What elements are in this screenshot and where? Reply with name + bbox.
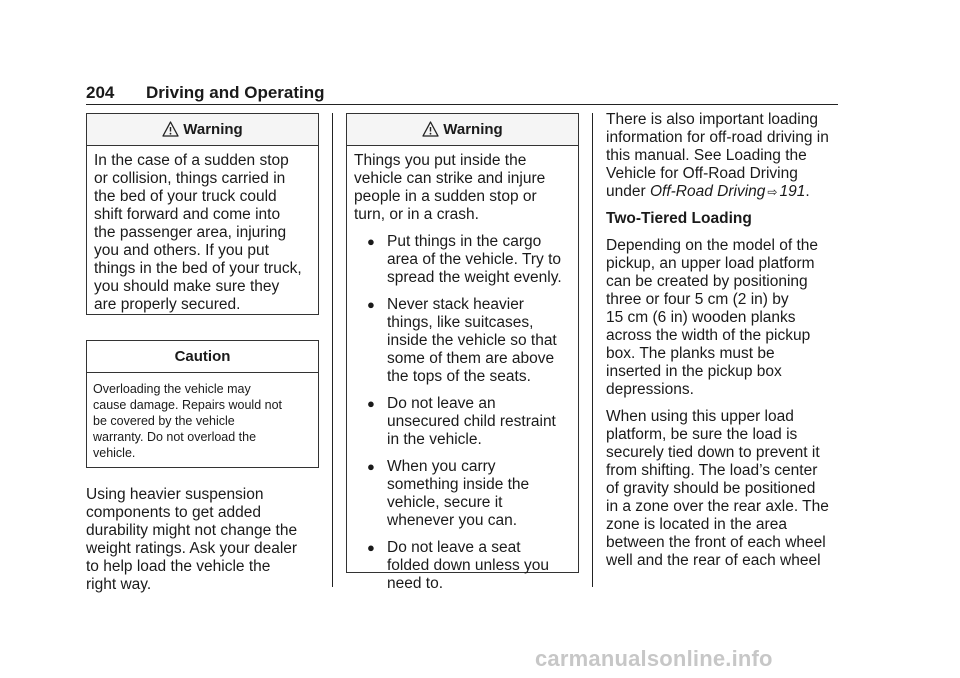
bullet-item <box>354 458 572 530</box>
paragraph-line: in a zone over the rear axle. The <box>606 498 829 515</box>
paragraph-line: zone is located in the area <box>606 516 787 533</box>
warning-line: are properly secured. <box>94 296 241 313</box>
warning-box-cargo-bed <box>86 113 319 315</box>
warning-line: shift forward and come into <box>94 206 281 223</box>
page-header <box>86 82 838 105</box>
warning-line: the bed of your truck could <box>94 188 277 205</box>
warning-box-header <box>347 114 578 146</box>
paragraph-line: box. The planks must be <box>606 345 775 362</box>
bullet-line: Do not leave a seat <box>387 539 521 556</box>
caution-line: Overloading the vehicle may <box>93 382 251 396</box>
reference-prefix: under <box>606 183 650 200</box>
bullet-line: vehicle, secure it <box>387 494 503 511</box>
paragraph-line: Vehicle for Off-Road Driving <box>606 165 798 182</box>
caution-title: Caution <box>174 348 231 365</box>
paragraph-line: pickup, an upper load platform <box>606 255 815 272</box>
warning-line: or collision, things carried in <box>94 170 286 187</box>
paragraph-line: There is also important loading <box>606 111 818 128</box>
paragraph-line: of gravity should be positioned <box>606 480 816 497</box>
paragraph-line: inserted in the pickup box <box>606 363 782 380</box>
offroad-paragraph <box>606 111 842 201</box>
bullet-line: Put things in the cargo <box>387 233 542 250</box>
paragraph-line: information for off-road driving in <box>606 129 829 146</box>
paragraph-line: Depending on the model of the <box>606 237 818 254</box>
paragraph-line: right way. <box>86 576 152 593</box>
bullet-line: Never stack heavier <box>387 296 524 313</box>
watermark: carmanualsonline.info <box>535 646 773 671</box>
reference-suffix: . <box>805 183 810 200</box>
bullet-line: in the vehicle. <box>387 431 482 448</box>
bullet-line: whenever you can. <box>387 512 518 529</box>
column-three-text <box>606 111 842 579</box>
warning-bullet-list <box>354 233 572 593</box>
page-reference-arrow-icon: ⇨ <box>767 185 778 199</box>
subheading-two-tiered-loading: Two-Tiered Loading <box>606 210 752 227</box>
paragraph-line: three or four 5 cm (2 in) by <box>606 291 789 308</box>
reference-link-offroad-driving[interactable]: Off-Road Driving <box>649 183 766 200</box>
warning-line: turn, or in a crash. <box>354 206 479 223</box>
load-zone-paragraph <box>606 408 842 570</box>
bullet-item <box>354 395 572 449</box>
bullet-line: Do not leave an <box>387 395 496 412</box>
bullet-icon: ● <box>367 297 375 312</box>
warning-title: Warning <box>443 121 503 138</box>
paragraph-line: between the front of each wheel <box>606 534 826 551</box>
bullet-line: the tops of the seats. <box>387 368 531 385</box>
paragraph-line: When using this upper load <box>606 408 794 425</box>
bullet-line: inside the vehicle so that <box>387 332 557 349</box>
page-number: 204 <box>86 83 115 102</box>
paragraph-line: weight ratings. Ask your dealer <box>86 540 298 557</box>
bullet-item <box>354 233 572 287</box>
bullet-item <box>354 296 572 386</box>
bullet-line: something inside the <box>387 476 530 493</box>
warning-body <box>347 146 578 599</box>
paragraph-line: Using heavier suspension <box>86 486 264 503</box>
bullet-icon: ● <box>367 234 375 249</box>
warning-line: you should make sure they <box>94 278 280 295</box>
bullet-line: need to. <box>387 575 444 592</box>
paragraph-line: can be created by positioning <box>606 273 808 290</box>
bullet-line: When you carry <box>387 458 496 475</box>
paragraph-line: to help load the vehicle the <box>86 558 271 575</box>
paragraph-line: across the width of the pickup <box>606 327 811 344</box>
caution-line: warranty. Do not overload the <box>93 430 257 444</box>
platform-paragraph <box>606 237 842 399</box>
warning-line: Things you put inside the <box>354 152 527 169</box>
warning-line: things in the bed of your truck, <box>94 260 302 277</box>
column-divider-left <box>332 113 333 587</box>
paragraph-line: this manual. See Loading the <box>606 147 807 164</box>
suspension-paragraph <box>86 486 326 594</box>
warning-box-interior-cargo <box>346 113 579 592</box>
warning-box-header <box>87 114 318 146</box>
paragraph-line: securely tied down to prevent it <box>606 444 820 461</box>
bullet-line: things, like suitcases, <box>387 314 534 331</box>
caution-line: cause damage. Repairs would not <box>93 398 283 412</box>
caution-line: be covered by the vehicle <box>93 414 235 428</box>
caution-box-header <box>87 341 318 373</box>
warning-line: people in a sudden stop or <box>354 188 537 205</box>
bullet-line: unsecured child restraint <box>387 413 556 430</box>
bullet-line: spread the weight evenly. <box>387 269 562 286</box>
caution-box <box>86 340 319 468</box>
paragraph-line: durability might not change the <box>86 522 298 539</box>
paragraph-line: from shifting. The load’s center <box>606 462 818 479</box>
bullet-line: folded down unless you <box>387 557 550 574</box>
bullet-icon: ● <box>367 459 375 474</box>
reference-page-number[interactable]: 191 <box>779 183 806 200</box>
bullet-icon: ● <box>367 396 375 411</box>
warning-line: the passenger area, injuring <box>94 224 287 241</box>
caution-body <box>87 373 318 467</box>
paragraph-line: platform, be sure the load is <box>606 426 798 443</box>
paragraph-line: depressions. <box>606 381 694 398</box>
paragraph-line <box>606 183 842 201</box>
warning-title: Warning <box>183 121 243 138</box>
bullet-icon: ● <box>367 540 375 555</box>
paragraph-line: 15 cm (6 in) wooden planks <box>606 309 796 326</box>
paragraph-line: well and the rear of each wheel <box>606 552 821 569</box>
warning-line: you and others. If you put <box>94 242 269 259</box>
section-title: Driving and Operating <box>146 83 325 102</box>
bullet-line: some of them are above <box>387 350 555 367</box>
paragraph-line: components to get added <box>86 504 261 521</box>
warning-body <box>87 146 318 320</box>
warning-line: vehicle can strike and injure <box>354 170 546 187</box>
warning-line: In the case of a sudden stop <box>94 152 289 169</box>
bullet-item <box>354 539 572 593</box>
warning-triangle-icon <box>422 121 439 137</box>
column-divider-right <box>592 113 593 587</box>
bullet-line: area of the vehicle. Try to <box>387 251 562 268</box>
caution-line: vehicle. <box>93 446 136 460</box>
warning-triangle-icon <box>162 121 179 137</box>
